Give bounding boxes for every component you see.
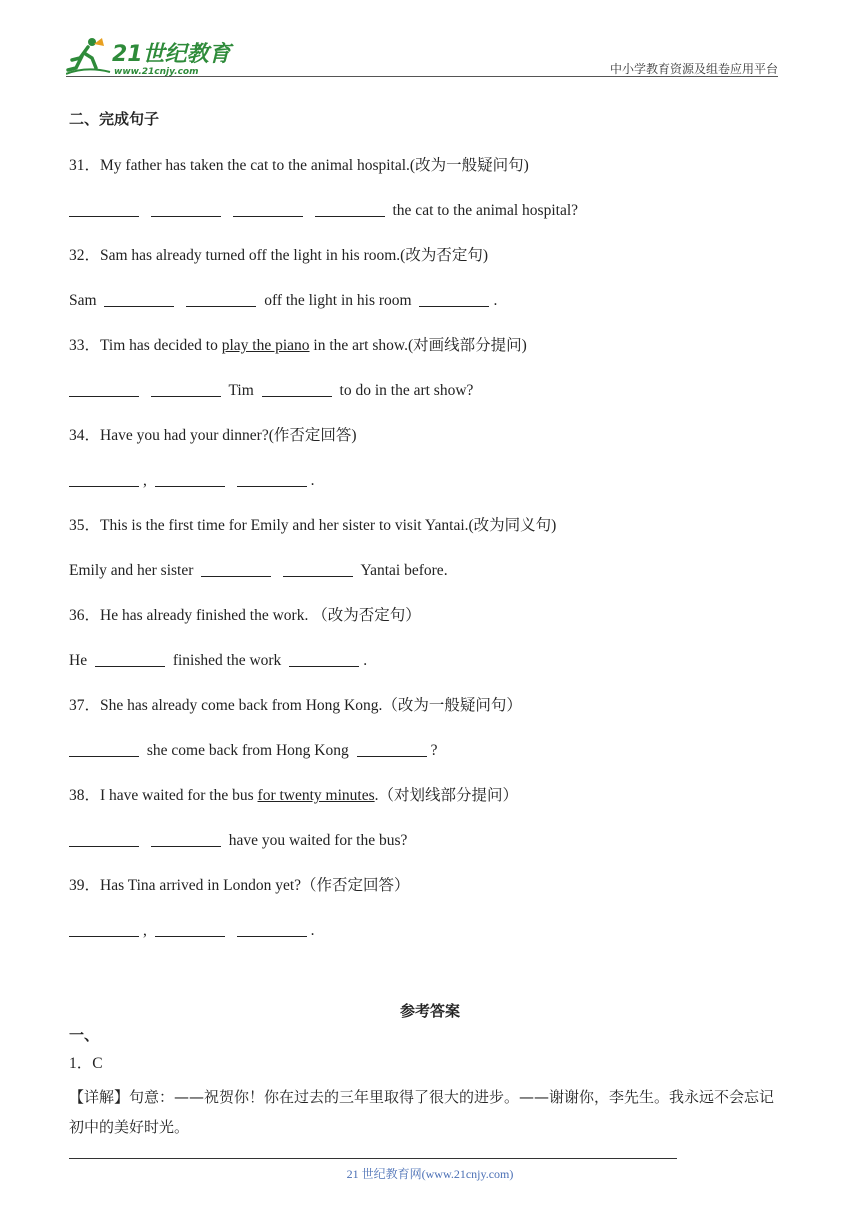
section-title: 二、完成句子 xyxy=(69,110,160,128)
answer-text: off the light in his room xyxy=(264,292,412,309)
answer-line-34 xyxy=(69,470,315,492)
prompt-text: in the art show.(对画线部分提问) xyxy=(309,337,527,354)
answer-blank[interactable] xyxy=(69,740,139,757)
header-divider xyxy=(66,76,778,77)
answer-blank[interactable] xyxy=(69,200,139,217)
answer-blank[interactable] xyxy=(233,200,303,217)
answer-line-38 xyxy=(69,830,407,852)
punctuation: . xyxy=(363,652,368,669)
answer-text: she come back from Hong Kong xyxy=(146,742,349,759)
answer-line-32 xyxy=(69,290,497,312)
underlined-phrase: play the piano xyxy=(221,337,310,354)
punctuation: , xyxy=(143,922,147,939)
answer-blank[interactable] xyxy=(69,380,139,397)
answer-blank[interactable] xyxy=(289,650,359,667)
punctuation: . xyxy=(310,922,315,939)
footer-link[interactable]: 21 世纪教育网(www.21cnjy.com) xyxy=(346,1167,514,1181)
page-header xyxy=(66,30,778,78)
answer-explanation: 【详解】句意：——祝贺你！你在过去的三年里取得了很大的进步。——谢谢你，李先生。我永远不会忘记初中的美好时光。 xyxy=(69,1088,775,1136)
question-36: 36．He has already finished the work. （改为否定句） xyxy=(69,607,421,624)
answer-blank[interactable] xyxy=(201,560,271,577)
prompt-text: 33．Tim has decided to xyxy=(69,337,222,354)
answer-text: have you waited for the bus? xyxy=(228,832,408,849)
question-34: 34．Have you had your dinner?(作否定回答) xyxy=(69,427,357,444)
answer-line-31 xyxy=(69,200,578,222)
question-32: 32．Sam has already turned off the light in his room.(改为否定句) xyxy=(69,247,489,264)
answer-blank[interactable] xyxy=(151,830,221,847)
answer-line-35 xyxy=(69,560,448,582)
prompt-text: 38．I have waited for the bus xyxy=(69,787,258,804)
site-logo xyxy=(66,34,236,78)
answer-blank[interactable] xyxy=(283,560,353,577)
answer-blank[interactable] xyxy=(151,380,221,397)
answer-blank[interactable] xyxy=(69,830,139,847)
answer-blank[interactable] xyxy=(262,380,332,397)
question-35: 35．This is the first time for Emily and her sister to visit Yantai.(改为同义句) xyxy=(69,517,557,534)
svg-text:www.21cnjy.com: www.21cnjy.com xyxy=(114,67,199,77)
answer-blank[interactable] xyxy=(69,920,139,937)
answer-blank[interactable] xyxy=(69,470,139,487)
answer-line-37 xyxy=(69,740,438,762)
answer-blank[interactable] xyxy=(237,920,307,937)
svg-text:21世纪教育: 21世纪教育 xyxy=(112,42,231,67)
question-38 xyxy=(69,785,518,807)
punctuation: . xyxy=(310,472,315,489)
question-39: 39．Has Tina arrived in London yet?（作否定回答） xyxy=(69,877,410,894)
runner-logo-icon xyxy=(66,34,236,78)
platform-name: 中小学教育资源及组卷应用平台 xyxy=(609,62,778,76)
answer-line-39 xyxy=(69,920,315,942)
answer-item-number: 1．C xyxy=(69,1055,103,1072)
answer-text: to do in the art show? xyxy=(339,382,474,399)
answer-text: finished the work xyxy=(172,652,282,669)
answer-text: Emily and her sister xyxy=(69,562,194,579)
answer-blank[interactable] xyxy=(419,290,489,307)
answer-blank[interactable] xyxy=(237,470,307,487)
answer-part-heading: 一、 xyxy=(69,1026,100,1044)
answer-text: He xyxy=(69,652,88,669)
answer-text: Sam xyxy=(69,292,97,309)
underlined-phrase: for twenty minutes xyxy=(257,787,375,804)
answer-blank[interactable] xyxy=(155,470,225,487)
answer-text: the cat to the animal hospital? xyxy=(392,202,579,219)
question-37: 37．She has already come back from Hong Kong.（改为一般疑问句） xyxy=(69,697,522,714)
prompt-text: .（对划线部分提问） xyxy=(374,787,519,804)
punctuation: ? xyxy=(430,742,438,759)
answer-line-36 xyxy=(69,650,367,672)
answer-text: Yantai before. xyxy=(360,562,448,579)
question-33 xyxy=(69,335,527,357)
punctuation: , xyxy=(143,472,147,489)
answer-blank[interactable] xyxy=(95,650,165,667)
answer-blank[interactable] xyxy=(151,200,221,217)
answer-blank[interactable] xyxy=(155,920,225,937)
answer-blank[interactable] xyxy=(315,200,385,217)
footer-divider xyxy=(69,1158,677,1159)
answer-text: Tim xyxy=(228,382,254,399)
answer-line-33 xyxy=(69,380,473,402)
answer-key-title: 参考答案 xyxy=(399,1002,460,1020)
answer-text: . xyxy=(493,292,498,309)
answer-blank[interactable] xyxy=(357,740,427,757)
answer-blank[interactable] xyxy=(104,290,174,307)
answer-blank[interactable] xyxy=(186,290,256,307)
question-31: 31．My father has taken the cat to the animal hospital.(改为一般疑问句) xyxy=(69,157,529,174)
